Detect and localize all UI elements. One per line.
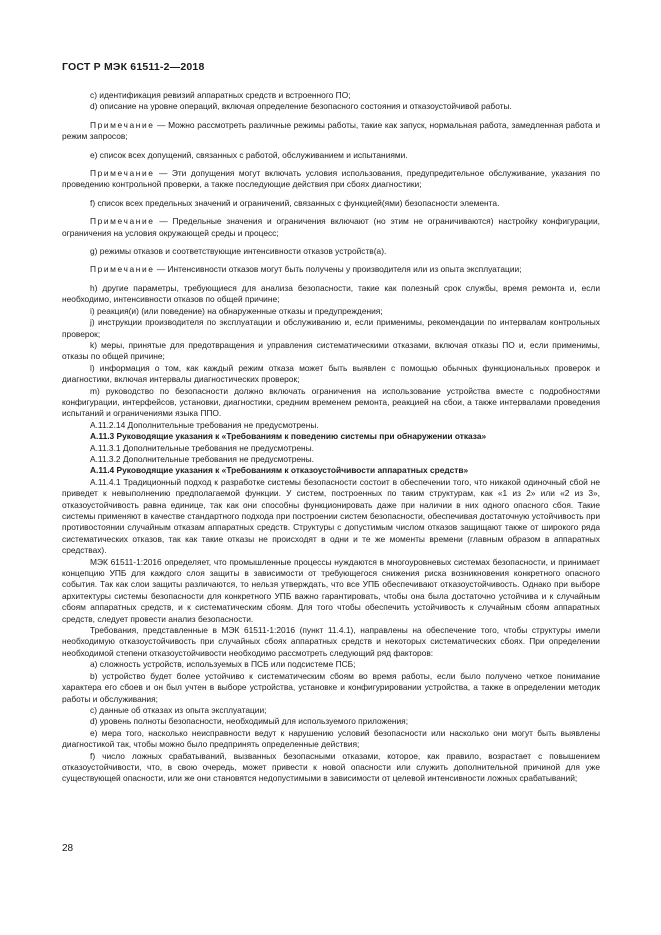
paragraph: k) меры, принятые для предотвращения и управления систематическими отказами, включая отказы ПО и, если применимы, отказы по общей причине; [62,339,600,362]
paragraph: е) список всех допущений, связанных с работой, обслуживанием и испытаниями. [90,149,408,160]
paragraph: h) другие параметры, требующиеся для анализа безопасности, такие как полезный срок службы, время ремонта и, если необходимо, интенсивности отказов по общей причине; [62,282,600,305]
paragraph: l) информация о том, как каждый режим отказа может быть выявлен с помощью обычных функциональных проверок и диагностики, включая интервалы диагностических проверок; [62,362,600,385]
paragraph: МЭК 61511-1:2016 определяет, что промышленные процессы нуждаются в многоуровневых системах безопасности, и принимает концепцию УПБ для каждого слоя защиты в зависимости от требующегося снижения риска возникновения конкретного опасного события. Так как слои защиты различаются, то нельзя утверждать, что все УПБ обеспечивают отказоустойчивость. Однако при выборе архитектуры системы безопасности для конкретного УПБ важно гарантировать, чтобы она была достаточно устойчива и к случайным сбоям аппаратных средств, и к систематическим сбоям. Для того чтобы обеспечить устойчивость к случайным сбоям аппаратных средств, следует провести анализ безопасности. [62,556,600,624]
paragraph: е) мера того, насколько неисправности ведут к нарушению условий безопасности или насколько они могут быть выявлены диагностикой так, чтобы можно было предпринять определенные действия; [62,727,600,750]
paragraph: f) число ложных срабатываний, вызванных безопасными отказами, которое, как правило, возрастает с повышением отказоустойчивости, что, в свою очередь, может привести к новой опасности или служить дополнительной причиной для уже существующей опасности, или же они становятся недопустимыми в зависимости от целевой интенсивности ложных срабатываний; [62,750,600,784]
note-label: Примечание [90,216,155,227]
paragraph: j) инструкции производителя по эксплуатации и обслуживанию и, если применимы, рекомендации по интервалам контрольных проверок; [62,317,600,339]
note-paragraph [62,120,600,143]
note-text: — Интенсивности отказов могут быть получены у производителя или из опыта эксплуатации; [154,264,522,275]
note-text: — Эти допущения могут включать условия использования, предупредительное обслуживание, указания по проведению контрольной проверки, а также последующие действия при сбоях диагностики; [62,168,600,190]
paragraph: а) сложность устройств, используемых в ПСБ или подсистеме ПСБ; [90,659,356,670]
note-label: Примечание [90,264,155,275]
paragraph: i) реакция(и) (или поведение) на обнаруженные отказы и предупреждения; [90,305,383,316]
note-paragraph [62,264,600,275]
paragraph: А.11.4.1 Традиционный подход к разработке системы безопасности состоит в обеспечении того, что никакой одиночный сбой не приведет к невыполнению предполагаемой функции. У систем, построенных по таким структурам, как «1 из 2» или «2 из 3», отказоустойчивость равна единице, так как они способны функционировать даже при наличии в них одного опасного сбоя. Такие системы применяют в качестве стандартного подхода при построении систем безопасности, обеспечивая достаточную устойчивость при противостоянии случайным отказам аппаратных средств. Структуры с допустимым числом отказов защищают также от широкого ряда систематических отказов, так как такие отказы не происходят в одни и те же моменты времени (главным образом в аппаратных средствах). [62,476,600,556]
paragraph: А.11.3.2 Дополнительные требования не предусмотрены. [90,453,315,464]
document-body [62,90,600,785]
paragraph: g) режимы отказов и соответствующие интенсивности отказов устройств(а). [90,246,387,257]
section-heading: А.11.3 Руководящие указания к «Требованиям к поведению системы при обнаружении отказа» [90,431,487,442]
document-header: ГОСТ Р МЭК 61511-2—2018 [62,61,205,73]
paragraph: А.11.3.1 Дополнительные требования не предусмотрены. [90,442,315,453]
note-text: — Можно рассмотреть различные режимы работы, такие как запуск, нормальная работа, замедленная работа и режим запросов; [62,119,600,142]
paragraph: m) руководство по безопасности должно включать ограничения на использование устройства вместе с подробностями конфигурации, интерфейсов, установки, диагностики, средним временем ремонта, реакцией на сбои, а также интервалами проведения испытаний и ограничениями языка ППО. [62,385,600,419]
paragraph: d) уровень полноты безопасности, необходимый для используемого приложения; [90,716,409,727]
section-heading: А.11.4 Руководящие указания к «Требованиям к отказоустойчивости аппаратных средств» [90,465,469,476]
paragraph: А.11.2.14 Дополнительные требования не предусмотрены. [90,419,319,430]
note-text: — Предельные значения и ограничения включают (но этим не ограничиваются) настройку конфигурации, ограничения на условия окружающей среды и процесс; [62,216,600,238]
note-label: Примечание [90,119,155,130]
paragraph: с) идентификация ревизий аппаратных средств и встроенного ПО; [90,90,351,100]
note-paragraph [62,216,600,239]
paragraph: d) описание на уровне операций, включая определение безопасного состояния и отказоустойчивой работы. [90,101,512,112]
paragraph: b) устройство будет более устойчиво к систематическим сбоям во время работы, если было получено четкое понимание характера его сбоев и он был учтен в выборе устройства, установке и конфигурировании устройства, а также в определении методик работы и обслуживания; [62,670,600,704]
paragraph: с) данные об отказах из опыта эксплуатации; [90,704,267,715]
note-paragraph [62,168,600,191]
paragraph: f) список всех предельных значений и ограничений, связанных с функцией(ями) безопасности элемента. [90,197,500,208]
note-label: Примечание [90,168,155,179]
page-number: 28 [62,843,74,854]
paragraph: Требования, представленные в МЭК 61511-1:2016 (пункт 11.4.1), направлены на обеспечение того, чтобы структуры имели необходимую отказоустойчивость при случайных сбоях аппаратных средств и некоторых систематических сбоях. При определении необходимой степени отказоустойчивости необходимо рассмотреть следующий ряд факторов: [62,625,600,658]
